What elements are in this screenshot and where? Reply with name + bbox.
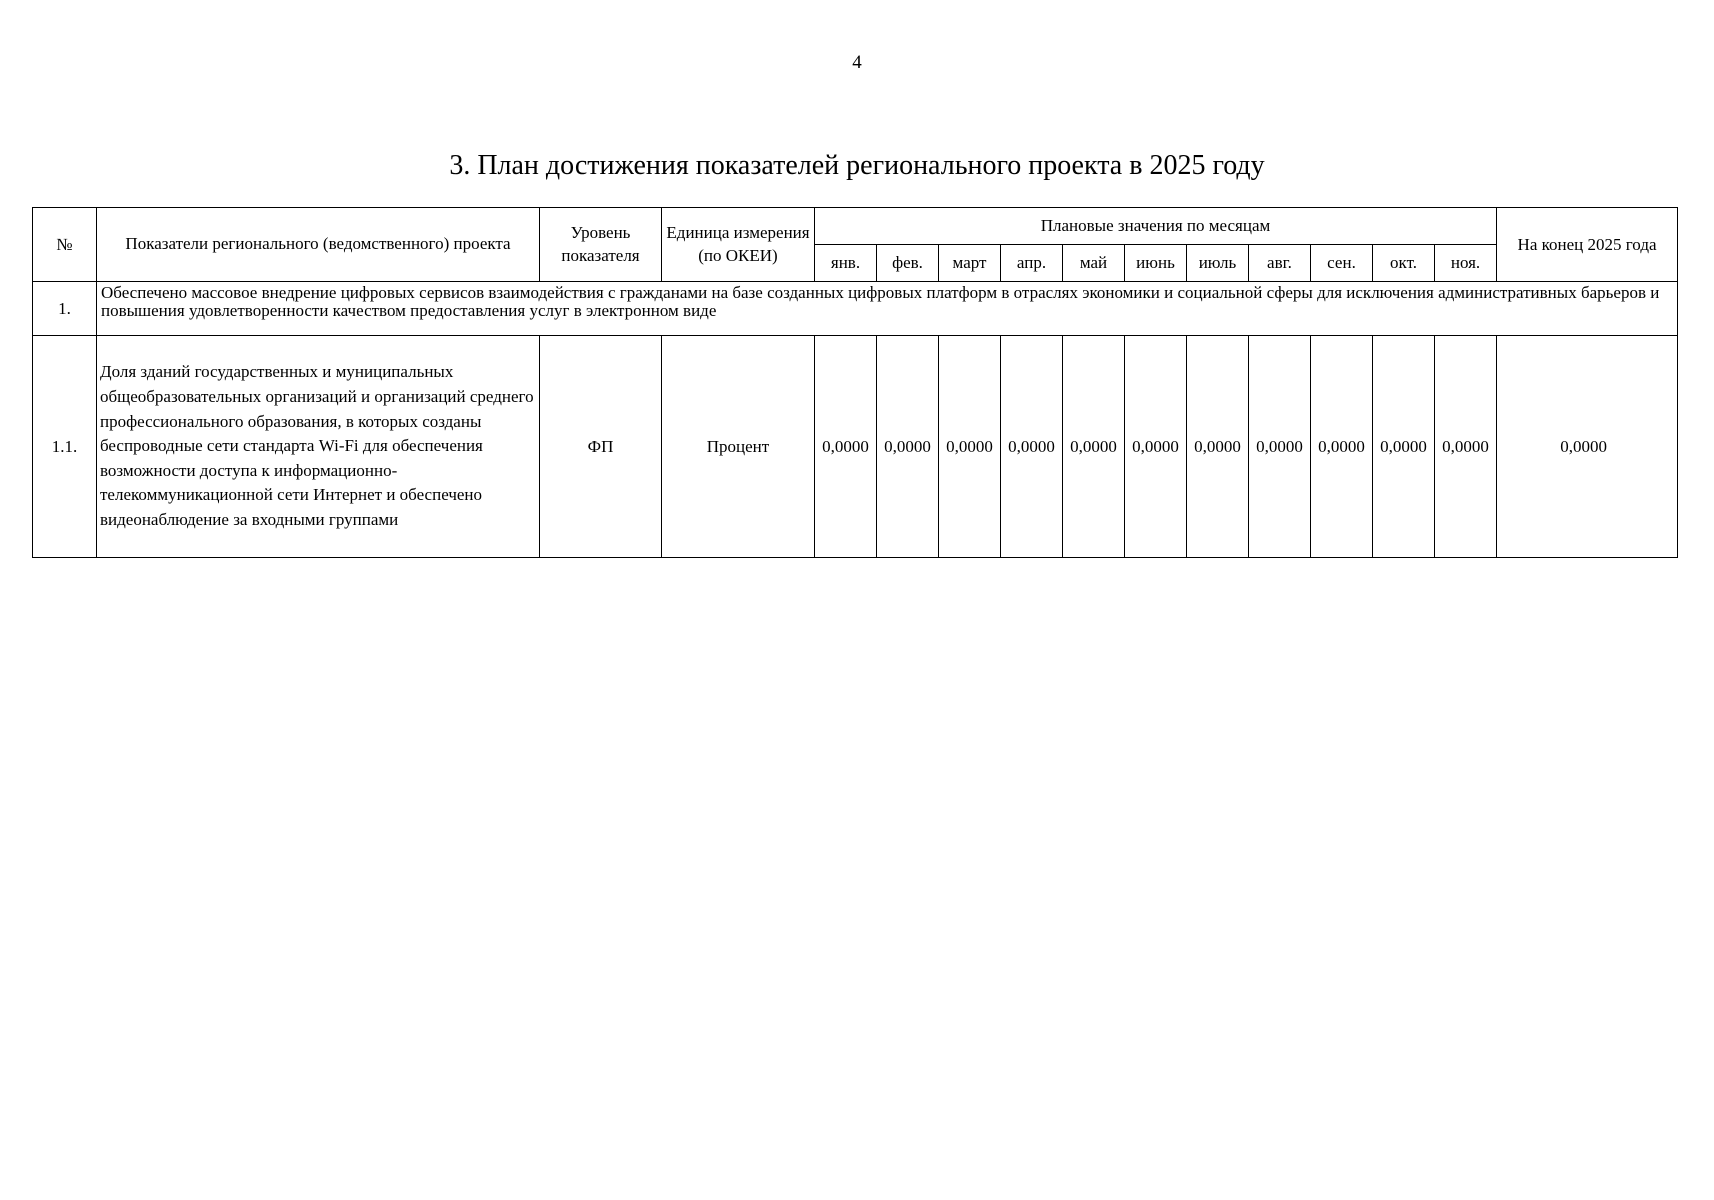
monthly-value: 0,0000 bbox=[1311, 336, 1373, 558]
monthly-value: 0,0000 bbox=[939, 336, 1001, 558]
document-title: 3. План достижения показателей регионального проекта в 2025 году bbox=[449, 150, 1265, 181]
monthly-value: 0,0000 bbox=[1249, 336, 1311, 558]
section-row bbox=[33, 282, 1678, 336]
header-indicator: Показатели регионального (ведомственного) проекта bbox=[97, 208, 540, 282]
header-level: Уровень показателя bbox=[540, 208, 662, 282]
page-number: 4 bbox=[852, 52, 862, 73]
header-month: ноя. bbox=[1435, 245, 1497, 282]
indicator-level: ФП bbox=[540, 336, 662, 558]
header-monthly-plan: Плановые значения по месяцам bbox=[815, 208, 1497, 245]
header-month: июль bbox=[1187, 245, 1249, 282]
header-month: июнь bbox=[1125, 245, 1187, 282]
table-row bbox=[33, 336, 1678, 558]
monthly-value: 0,0000 bbox=[815, 336, 877, 558]
monthly-value: 0,0000 bbox=[1187, 336, 1249, 558]
header-row-top bbox=[33, 208, 1678, 245]
header-unit: Единица измерения (по ОКЕИ) bbox=[662, 208, 815, 282]
header-month: апр. bbox=[1001, 245, 1063, 282]
monthly-value: 0,0000 bbox=[1001, 336, 1063, 558]
year-end-value: 0,0000 bbox=[1497, 336, 1678, 558]
indicator-name: Доля зданий государственных и муниципальных общеобразовательных организаций и организаций среднего профессионального образования, в которых созданы беспроводные сети стандарта Wi-Fi для обеспечения возможности доступа к информационно-телекоммуникационной сети Интернет и обеспечено видеонаблюдение за входными группами bbox=[97, 336, 540, 558]
header-month: март bbox=[939, 245, 1001, 282]
row-num: 1.1. bbox=[33, 336, 97, 558]
header-month: сен. bbox=[1311, 245, 1373, 282]
section-text: Обеспечено массовое внедрение цифровых сервисов взаимодействия с гражданами на базе созданных цифровых платформ в отраслях экономики и социальной сферы для исключения административных барьеров и повышения удовлетворенности качеством предоставления услуг в электронном виде bbox=[97, 282, 1678, 336]
monthly-value: 0,0000 bbox=[1125, 336, 1187, 558]
header-month: май bbox=[1063, 245, 1125, 282]
monthly-value: 0,0000 bbox=[877, 336, 939, 558]
section-num: 1. bbox=[33, 282, 97, 336]
header-num: № bbox=[33, 208, 97, 282]
monthly-value: 0,0000 bbox=[1435, 336, 1497, 558]
header-month: янв. bbox=[815, 245, 877, 282]
indicator-unit: Процент bbox=[662, 336, 815, 558]
indicators-plan-table bbox=[32, 207, 1678, 558]
header-month: авг. bbox=[1249, 245, 1311, 282]
monthly-value: 0,0000 bbox=[1063, 336, 1125, 558]
header-year-end: На конец 2025 года bbox=[1497, 208, 1678, 282]
header-month: окт. bbox=[1373, 245, 1435, 282]
header-month: фев. bbox=[877, 245, 939, 282]
monthly-value: 0,0000 bbox=[1373, 336, 1435, 558]
